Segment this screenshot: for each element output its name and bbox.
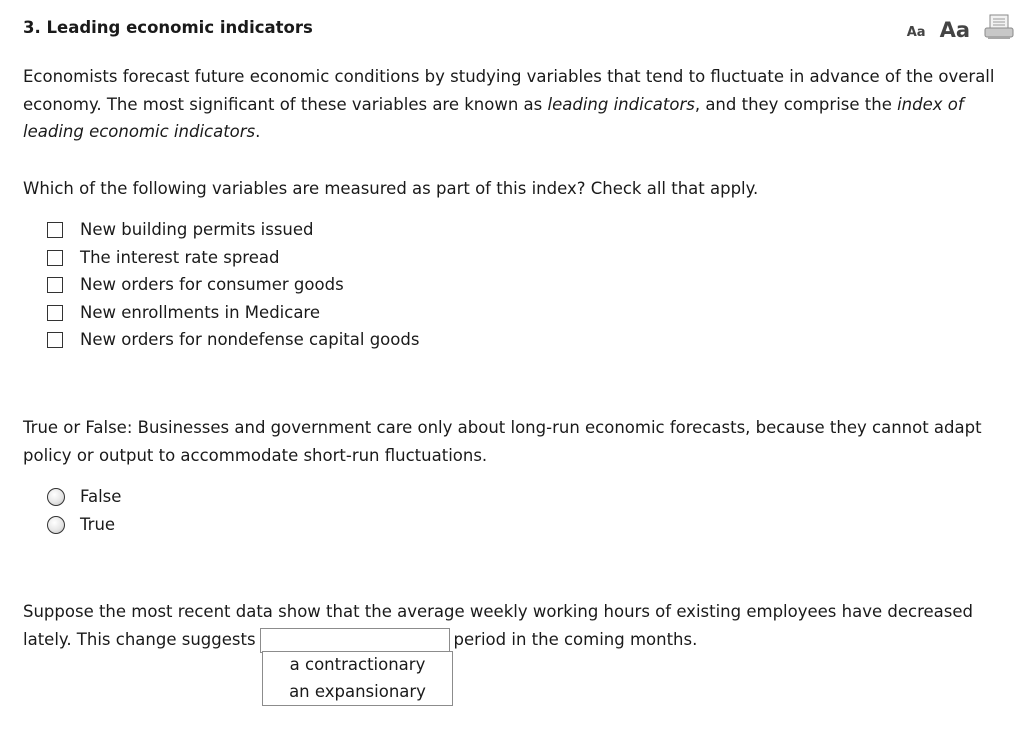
checkbox-label: New orders for nondefense capital goods [80, 330, 420, 350]
checkbox-label: New building permits issued [80, 220, 314, 240]
checkbox-option[interactable] [47, 271, 344, 299]
radio-button[interactable] [47, 488, 65, 506]
checkbox-label: The interest rate spread [80, 248, 280, 268]
checkbox-label: New orders for consumer goods [80, 275, 344, 295]
radio-button[interactable] [47, 516, 65, 534]
checkbox-label: New enrollments in Medicare [80, 303, 321, 323]
radio-label: False [80, 487, 122, 507]
term-leading-indicators: leading indicators [547, 94, 695, 114]
print-icon[interactable] [984, 14, 1014, 40]
dropdown-option[interactable]: a contractionary [289, 655, 426, 674]
answer-dropdown-field[interactable] [260, 628, 450, 653]
font-size-tools [907, 14, 1014, 42]
radio-option-true[interactable] [47, 511, 115, 539]
intro-paragraph: Economists forecast future economic conditions by studying variables that tend to fluctuate in advance of the overall economy. The most significant of these variables are known as leading indicators, and they comprise the index of leading economic indicators. [23, 67, 995, 141]
checkbox-option[interactable] [47, 244, 279, 272]
radio-label: True [80, 515, 116, 535]
checkbox[interactable] [47, 277, 63, 293]
checkbox-option[interactable] [47, 326, 419, 354]
checkbox[interactable] [47, 250, 63, 266]
question-3-prompt: Suppose the most recent data show that the average weekly working hours of existing employees have decreased lately. This change suggests period in the coming months. [23, 598, 1008, 653]
dropdown-menu [262, 651, 453, 706]
question-1-prompt: Which of the following variables are measured as part of this index? Check all that apply. [23, 179, 759, 198]
term-index: index of leading economic indicators [23, 94, 964, 141]
font-smaller-button[interactable]: Aa [906, 25, 926, 40]
checkbox[interactable] [47, 305, 63, 321]
checkbox-option[interactable] [47, 216, 314, 244]
radio-option-false[interactable] [47, 483, 121, 511]
question-2-prompt: True or False: Businesses and government care only about long-run economic forecasts, because they cannot adapt policy or output to accommodate short-run fluctuations. [23, 418, 982, 465]
dropdown-option[interactable]: an expansionary [289, 681, 426, 701]
font-larger-button[interactable]: Aa [939, 18, 970, 42]
checkbox[interactable] [47, 332, 63, 348]
checkbox[interactable] [47, 222, 63, 238]
checkbox-option[interactable] [47, 299, 320, 327]
section-title: 3. Leading economic indicators [23, 18, 313, 37]
